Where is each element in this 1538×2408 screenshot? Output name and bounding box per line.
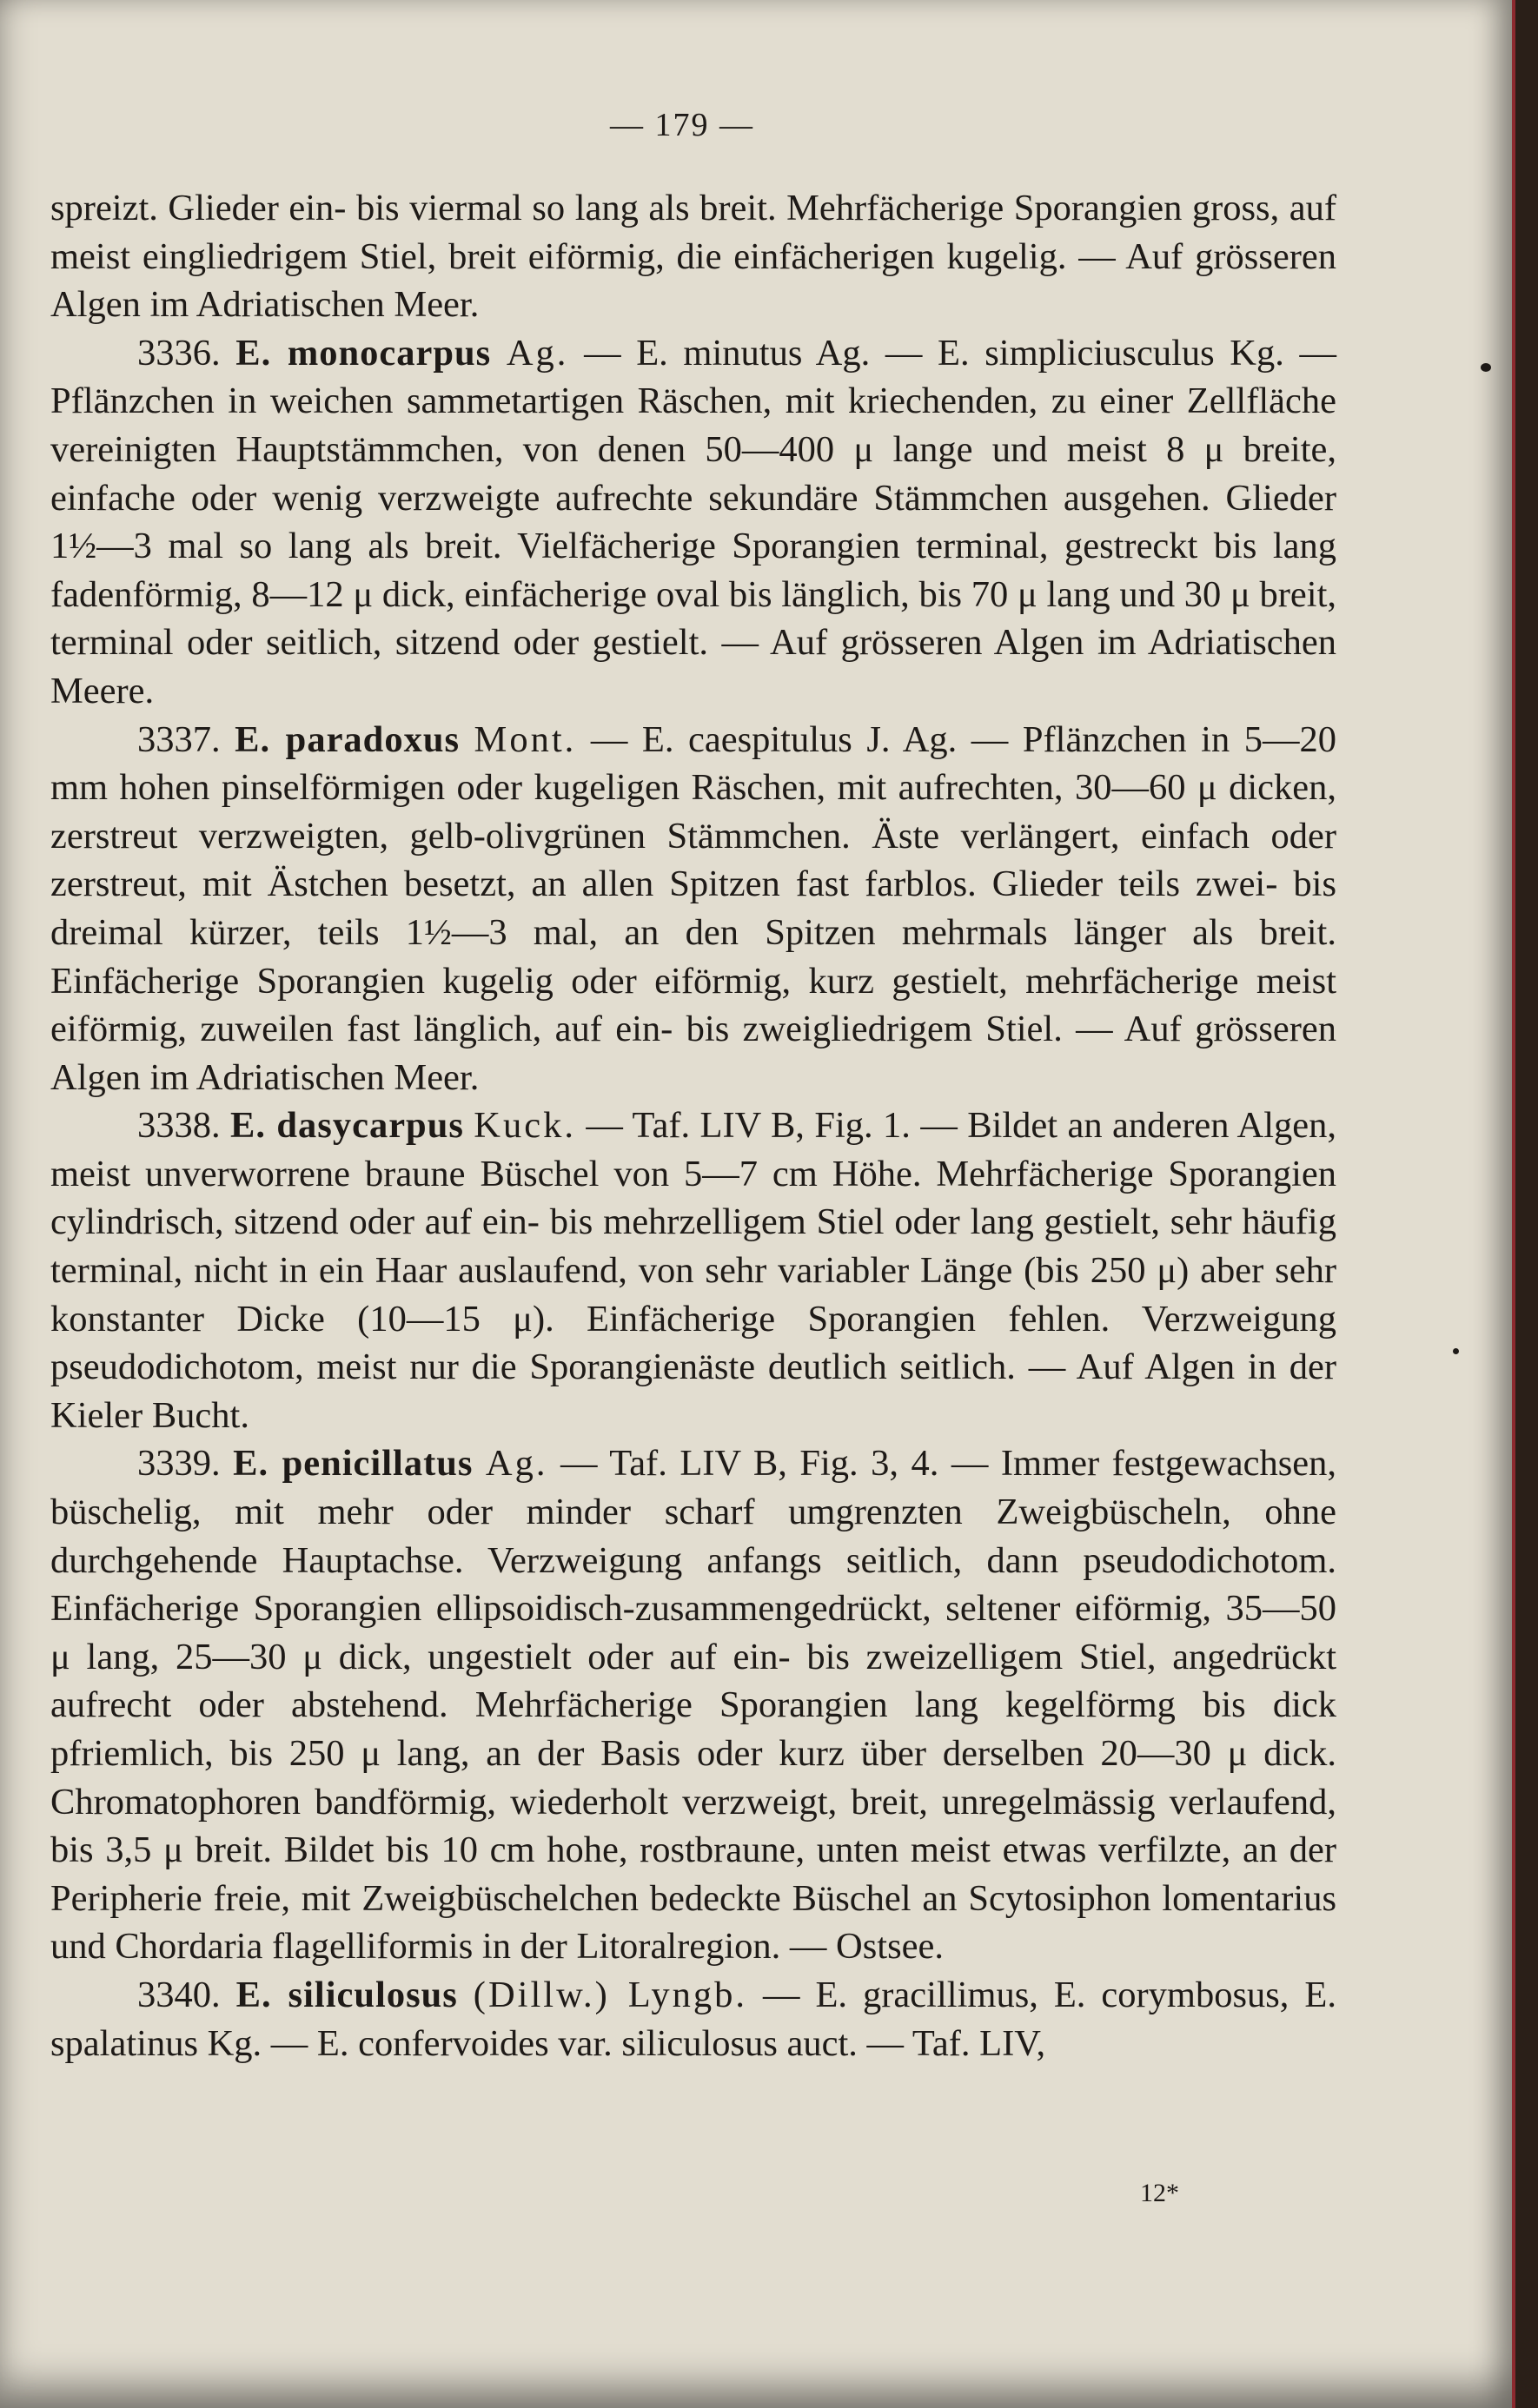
species-description: — E. minutus Ag. — E. simpliciusculus Kg. — Pflänzchen in weichen sammetartigen Räschen, mit kriechenden, zu einer Zellfläche vereinigten Hauptstämmchen, von denen 50—400 μ lange und meist 8 μ breite, einfache oder wenig verzweigte aufrechte sekundäre Stämmchen ausgehen. Glieder 1½—3 mal so lang als breit. Vielfächerige Sporangien terminal, gestreckt bis lang fadenförmig, 8—12 μ dick, einfächerige oval bis länglich, bis 70 μ lang und 30 μ breit, terminal oder seitlich, sitzend oder gestielt. — Auf grösseren Algen im Adriatischen Meere.: [50, 332, 1337, 711]
entry-number: 3339.: [137, 1443, 221, 1485]
species-entry: [50, 1439, 1336, 1971]
species-entry: [50, 1971, 1336, 2067]
species-name: E. siliculosus: [235, 1974, 458, 2015]
ink-speck: [1481, 363, 1491, 372]
species-entry: [50, 716, 1336, 1102]
species-name: E. monocarpus: [235, 332, 492, 374]
species-description: — Taf. LIV B, Fig. 3, 4. — Immer festgewachsen, büschelig, mit mehr oder minder scharf umgrenzten Zweigbüscheln, ohne durchgehende Hauptachse. Verzweigung anfangs seitlich, dann pseudodichotom. Einfächerige Sporangien ellipsoidisch-zusammengedrückt, seltener eiförmig, 35—50 μ lang, 25—30 μ dick, ungestielt oder auf ein- bis zweizelligem Stiel, angedrückt aufrecht oder abstehend. Mehrfächerige Sporangien lang kegelförmg bis dick pfriemlich, bis 250 μ lang, an der Basis oder kurz über derselben 20—30 μ dick. Chromatophoren bandförmig, wiederholt verzweigt, breit, unregelmässig verlaufend, bis 3,5 μ breit. Bildet bis 10 cm hohe, rostbraune, unten meist etwas verfilzte, an der Peripherie freie, mit Zweigbüschelchen bedeckte Büschel an Scytosiphon lomentarius und Chordaria flagelliformis in der Litoralregion. — Ostsee.: [50, 1443, 1337, 1968]
species-author: Ag.: [506, 332, 569, 374]
species-author: Mont.: [474, 718, 577, 760]
entry-number: 3336.: [137, 332, 221, 374]
species-author: Kuck.: [474, 1105, 576, 1147]
species-entry: [50, 1101, 1336, 1439]
page-number: — 179 —: [610, 107, 754, 143]
species-entry: [50, 329, 1336, 716]
printer-signature: 12*: [1140, 2179, 1179, 2207]
species-description: — Taf. LIV B, Fig. 1. — Bildet an anderen Algen, meist unverworrene braune Büschel von 5—7 cm Höhe. Mehrfächerige Sporangien cylindrisch, sitzend oder auf ein- bis mehrzelligem Stiel oder lang gestielt, sehr häufig terminal, nicht in ein Haar auslaufend, von sehr variabler Länge (bis 250 μ) aber sehr konstanter Dicke (10—15 μ). Einfächerige Sporangien fehlen. Verzweigung pseudodichotom, meist nur die Sporangienäste deutlich seitlich. — Auf Algen in der Kieler Bucht.: [50, 1105, 1337, 1436]
page-body: [50, 184, 1336, 2067]
opening-paragraph: spreizt. Glieder ein- bis viermal so lang als breit. Mehrfächerige Sporangien gross, auf meist eingliedrigem Stiel, breit eiförmig, die einfächerigen kugelig. — Auf grösseren Algen im Adriatischen Meer.: [50, 188, 1336, 326]
ink-speck: [1453, 1348, 1459, 1354]
entry-number: 3340.: [137, 1974, 221, 2015]
species-author: (Dillw.) Lyngb.: [473, 1974, 747, 2015]
entry-number: 3337.: [137, 718, 221, 760]
species-description: — E. caespitulus J. Ag. — Pflänzchen in 5—20 mm hohen pinselförmigen oder kugeligen Räschen, mit aufrechten, 30—60 μ dicken, zerstreut verzweigten, gelb-olivgrünen Stämmchen. Äste verlängert, einfach oder zerstreut, mit Ästchen besetzt, an allen Spitzen fast farblos. Glieder teils zwei- bis dreimal kürzer, teils 1½—3 mal, an den Spitzen mehrmals länger als breit. Einfächerige Sporangien kugelig oder eiförmig, kurz gestielt, mehrfächerige meist eiförmig, zuweilen fast länglich, auf ein- bis zweigliedrigem Stiel. — Auf grösseren Algen im Adriatischen Meer.: [50, 718, 1337, 1098]
species-name: E. paradoxus: [235, 718, 460, 760]
species-name: E. penicillatus: [233, 1443, 474, 1485]
species-description: — E. gracillimus, E. corymbosus, E. spalatinus Kg. — E. confervoides var. siliculosus auct. — Taf. LIV,: [50, 1974, 1337, 2064]
species-author: Ag.: [485, 1443, 548, 1485]
entry-number: 3338.: [137, 1105, 221, 1147]
species-name: E. dasycarpus: [230, 1105, 464, 1147]
